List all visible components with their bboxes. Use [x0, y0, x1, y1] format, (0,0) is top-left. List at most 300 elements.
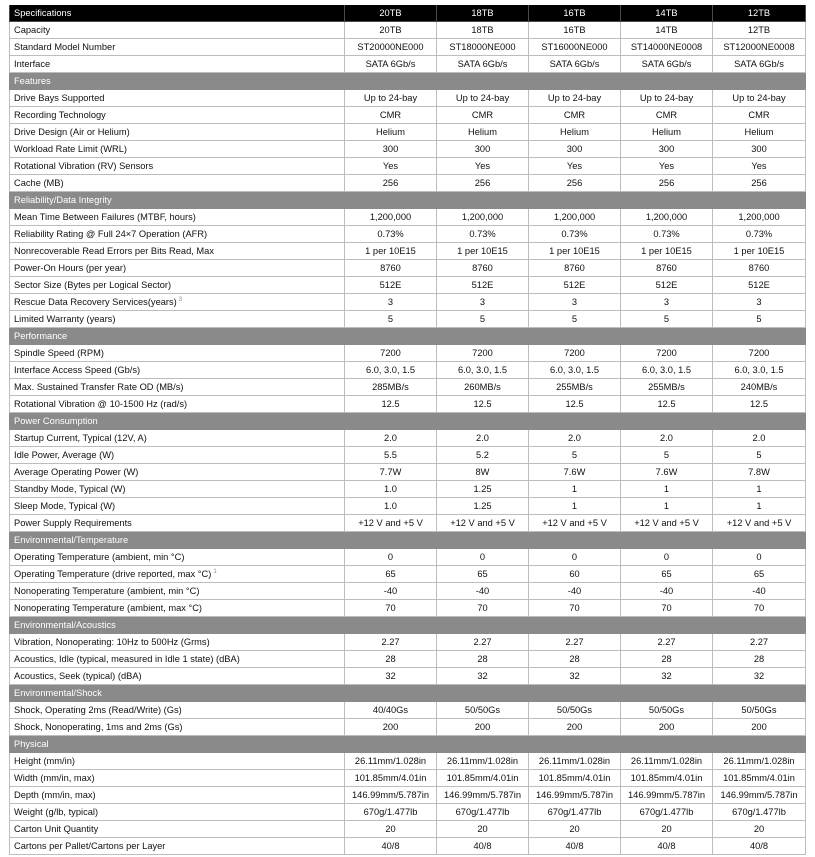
value-cell: ST12000NE0008 — [713, 39, 806, 56]
value-cell: Helium — [529, 124, 621, 141]
value-cell: 12.5 — [345, 396, 437, 413]
row-label: Acoustics, Seek (typical) (dBA) — [14, 671, 142, 681]
value-cell: Yes — [713, 158, 806, 175]
table-row — [10, 498, 806, 515]
value-cell: 8760 — [345, 260, 437, 277]
value-cell: 12.5 — [621, 396, 713, 413]
value-cell: 20 — [437, 821, 529, 838]
table-row — [10, 821, 806, 838]
value-cell: 8760 — [529, 260, 621, 277]
value-cell: 1 — [529, 481, 621, 498]
value-cell: CMR — [713, 107, 806, 124]
value-cell: Up to 24-bay — [345, 90, 437, 107]
section-title: Environmental/Acoustics — [10, 617, 806, 634]
section-title: Performance — [10, 328, 806, 345]
value-cell: 240MB/s — [713, 379, 806, 396]
value-cell: SATA 6Gb/s — [437, 56, 529, 73]
value-cell: 20 — [529, 821, 621, 838]
value-cell: 1.25 — [437, 498, 529, 515]
value-cell: 0 — [529, 549, 621, 566]
value-cell: 6.0, 3.0, 1.5 — [713, 362, 806, 379]
row-label: Nonoperating Temperature (ambient, max °C) — [14, 603, 203, 613]
section-header-row — [10, 685, 806, 702]
value-cell: 3 — [345, 294, 437, 311]
value-cell: 18TB — [437, 22, 529, 39]
value-cell: 5 — [621, 311, 713, 328]
value-cell: 256 — [529, 175, 621, 192]
value-cell: 1 — [529, 498, 621, 515]
value-cell: 1 per 10E15 — [621, 243, 713, 260]
value-cell: 285MB/s — [345, 379, 437, 396]
value-cell: 1 per 10E15 — [529, 243, 621, 260]
value-cell: 256 — [437, 175, 529, 192]
value-cell: 5.2 — [437, 447, 529, 464]
row-label: Spindle Speed (RPM) — [14, 348, 104, 358]
row-label: Standard Model Number — [14, 42, 116, 52]
value-cell: 2.27 — [529, 634, 621, 651]
value-cell: 2.27 — [345, 634, 437, 651]
value-cell: Helium — [437, 124, 529, 141]
row-label-cell — [10, 600, 345, 617]
value-cell: 70 — [529, 600, 621, 617]
table-row — [10, 260, 806, 277]
row-label-cell — [10, 583, 345, 600]
row-label: Power-On Hours (per year) — [14, 263, 127, 273]
table-row — [10, 549, 806, 566]
row-label-cell — [10, 243, 345, 260]
value-cell: 14TB — [621, 22, 713, 39]
value-cell: 512E — [437, 277, 529, 294]
value-cell: 146.99mm/5.787in — [345, 787, 437, 804]
value-cell: 7200 — [621, 345, 713, 362]
value-cell: 200 — [713, 719, 806, 736]
row-label: Rotational Vibration (RV) Sensors — [14, 161, 154, 171]
section-header-row — [10, 73, 806, 90]
row-label-cell — [10, 430, 345, 447]
table-row — [10, 719, 806, 736]
table-row — [10, 243, 806, 260]
value-cell: CMR — [345, 107, 437, 124]
value-cell: 12TB — [713, 22, 806, 39]
value-cell: ST20000NE000 — [345, 39, 437, 56]
value-cell: 70 — [713, 600, 806, 617]
row-label-cell — [10, 838, 345, 855]
value-cell: CMR — [529, 107, 621, 124]
row-label-cell — [10, 90, 345, 107]
row-label: Cartons per Pallet/Cartons per Layer — [14, 841, 166, 851]
value-cell: CMR — [437, 107, 529, 124]
table-row — [10, 226, 806, 243]
value-cell: 60 — [529, 566, 621, 583]
table-row — [10, 56, 806, 73]
value-cell: 28 — [345, 651, 437, 668]
value-cell: 3 — [713, 294, 806, 311]
row-label: Width (mm/in, max) — [14, 773, 95, 783]
value-cell: 2.0 — [437, 430, 529, 447]
value-cell: 2.0 — [621, 430, 713, 447]
value-cell: 2.27 — [437, 634, 529, 651]
value-cell: +12 V and +5 V — [437, 515, 529, 532]
value-cell: Yes — [345, 158, 437, 175]
value-cell: 670g/1.477lb — [437, 804, 529, 821]
value-cell: 1,200,000 — [713, 209, 806, 226]
value-cell: 3 — [621, 294, 713, 311]
header-label: Specifications — [10, 5, 345, 22]
row-label: Weight (g/lb, typical) — [14, 807, 99, 817]
row-label-cell — [10, 464, 345, 481]
row-label: Drive Bays Supported — [14, 93, 105, 103]
value-cell: 1 per 10E15 — [437, 243, 529, 260]
header-capacity-20tb: 20TB — [345, 5, 437, 22]
value-cell: 7.6W — [529, 464, 621, 481]
value-cell: +12 V and +5 V — [713, 515, 806, 532]
table-row — [10, 464, 806, 481]
value-cell: 670g/1.477lb — [713, 804, 806, 821]
value-cell: 8760 — [713, 260, 806, 277]
value-cell: 101.85mm/4.01in — [713, 770, 806, 787]
value-cell: 50/50Gs — [621, 702, 713, 719]
row-label: Startup Current, Typical (12V, A) — [14, 433, 147, 443]
value-cell: 32 — [621, 668, 713, 685]
row-label-cell — [10, 787, 345, 804]
section-header-row — [10, 413, 806, 430]
row-label: Drive Design (Air or Helium) — [14, 127, 130, 137]
value-cell: 1 — [621, 481, 713, 498]
value-cell: 32 — [713, 668, 806, 685]
value-cell: 300 — [437, 141, 529, 158]
value-cell: 255MB/s — [529, 379, 621, 396]
section-title: Environmental/Shock — [10, 685, 806, 702]
table-row — [10, 838, 806, 855]
value-cell: ST14000NE0008 — [621, 39, 713, 56]
row-label-cell — [10, 447, 345, 464]
value-cell: 70 — [437, 600, 529, 617]
row-label: Shock, Operating 2ms (Read/Write) (Gs) — [14, 705, 182, 715]
value-cell: 255MB/s — [621, 379, 713, 396]
value-cell: 26.11mm/1.028in — [713, 753, 806, 770]
value-cell: SATA 6Gb/s — [621, 56, 713, 73]
value-cell: 512E — [713, 277, 806, 294]
value-cell: 0.73% — [437, 226, 529, 243]
value-cell: 5.5 — [345, 447, 437, 464]
section-header-row — [10, 617, 806, 634]
value-cell: 7.6W — [621, 464, 713, 481]
value-cell: 20 — [345, 821, 437, 838]
value-cell: 256 — [345, 175, 437, 192]
value-cell: SATA 6Gb/s — [713, 56, 806, 73]
value-cell: 5 — [437, 311, 529, 328]
table-row — [10, 311, 806, 328]
header-capacity-16tb: 16TB — [529, 5, 621, 22]
row-label-cell — [10, 345, 345, 362]
value-cell: 26.11mm/1.028in — [437, 753, 529, 770]
row-label: Shock, Nonoperating, 1ms and 2ms (Gs) — [14, 722, 183, 732]
value-cell: 1.0 — [345, 481, 437, 498]
value-cell: Yes — [529, 158, 621, 175]
value-cell: 65 — [713, 566, 806, 583]
value-cell: 1,200,000 — [345, 209, 437, 226]
value-cell: 146.99mm/5.787in — [621, 787, 713, 804]
row-label-cell — [10, 481, 345, 498]
row-label: Power Supply Requirements — [14, 518, 132, 528]
value-cell: 200 — [529, 719, 621, 736]
section-title: Physical — [10, 736, 806, 753]
value-cell: 2.0 — [713, 430, 806, 447]
row-label: Operating Temperature (ambient, min °C) — [14, 552, 185, 562]
header-capacity-14tb: 14TB — [621, 5, 713, 22]
row-label: Rescue Data Recovery Services(years) — [14, 297, 177, 307]
value-cell: Up to 24-bay — [621, 90, 713, 107]
value-cell: 2.27 — [621, 634, 713, 651]
value-cell: 28 — [437, 651, 529, 668]
row-label-cell — [10, 107, 345, 124]
value-cell: 256 — [621, 175, 713, 192]
value-cell: 1.0 — [345, 498, 437, 515]
row-label-cell — [10, 294, 345, 311]
value-cell: 300 — [621, 141, 713, 158]
value-cell: 3 — [529, 294, 621, 311]
value-cell: 300 — [345, 141, 437, 158]
value-cell: 50/50Gs — [713, 702, 806, 719]
value-cell: 12.5 — [713, 396, 806, 413]
row-label: Workload Rate Limit (WRL) — [14, 144, 127, 154]
value-cell: 70 — [345, 600, 437, 617]
value-cell: SATA 6Gb/s — [529, 56, 621, 73]
value-cell: 2.0 — [345, 430, 437, 447]
row-label-cell — [10, 515, 345, 532]
table-row — [10, 379, 806, 396]
value-cell: 40/40Gs — [345, 702, 437, 719]
row-label-cell — [10, 634, 345, 651]
table-row — [10, 634, 806, 651]
row-label: Interface — [14, 59, 51, 69]
value-cell: 200 — [345, 719, 437, 736]
value-cell: 8760 — [621, 260, 713, 277]
value-cell: ST18000NE000 — [437, 39, 529, 56]
value-cell: 0.73% — [529, 226, 621, 243]
value-cell: 70 — [621, 600, 713, 617]
table-row — [10, 175, 806, 192]
value-cell: 26.11mm/1.028in — [529, 753, 621, 770]
value-cell: 200 — [621, 719, 713, 736]
value-cell: 5 — [713, 447, 806, 464]
value-cell: 26.11mm/1.028in — [345, 753, 437, 770]
value-cell: 6.0, 3.0, 1.5 — [529, 362, 621, 379]
table-row — [10, 702, 806, 719]
row-label: Idle Power, Average (W) — [14, 450, 115, 460]
table-row — [10, 447, 806, 464]
table-row — [10, 787, 806, 804]
table-row — [10, 158, 806, 175]
value-cell: 1 — [713, 481, 806, 498]
value-cell: 5 — [345, 311, 437, 328]
row-label: Recording Technology — [14, 110, 106, 120]
value-cell: 512E — [345, 277, 437, 294]
table-row — [10, 515, 806, 532]
value-cell: Up to 24-bay — [529, 90, 621, 107]
table-row — [10, 583, 806, 600]
table-row — [10, 566, 806, 583]
row-label: Max. Sustained Transfer Rate OD (MB/s) — [14, 382, 184, 392]
value-cell: Up to 24-bay — [713, 90, 806, 107]
value-cell: 0 — [345, 549, 437, 566]
value-cell: 28 — [529, 651, 621, 668]
value-cell: 40/8 — [529, 838, 621, 855]
row-label-cell — [10, 651, 345, 668]
value-cell: 12.5 — [529, 396, 621, 413]
value-cell: 1,200,000 — [621, 209, 713, 226]
value-cell: 65 — [621, 566, 713, 583]
value-cell: Helium — [713, 124, 806, 141]
value-cell: 7200 — [529, 345, 621, 362]
row-label: Depth (mm/in, max) — [14, 790, 96, 800]
value-cell: 50/50Gs — [529, 702, 621, 719]
section-title: Power Consumption — [10, 413, 806, 430]
value-cell: 5 — [621, 447, 713, 464]
table-row — [10, 277, 806, 294]
table-row — [10, 481, 806, 498]
value-cell: 6.0, 3.0, 1.5 — [437, 362, 529, 379]
value-cell: 6.0, 3.0, 1.5 — [621, 362, 713, 379]
value-cell: 26.11mm/1.028in — [621, 753, 713, 770]
value-cell: 0 — [713, 549, 806, 566]
value-cell: 5 — [529, 311, 621, 328]
value-cell: 12.5 — [437, 396, 529, 413]
value-cell: -40 — [529, 583, 621, 600]
value-cell: Up to 24-bay — [437, 90, 529, 107]
section-header-row — [10, 192, 806, 209]
row-label-cell — [10, 719, 345, 736]
value-cell: 20TB — [345, 22, 437, 39]
row-label-cell — [10, 209, 345, 226]
row-label: Operating Temperature (drive reported, max °C) — [14, 569, 212, 579]
row-label: Height (mm/in) — [14, 756, 75, 766]
value-cell: 5 — [713, 311, 806, 328]
row-label-cell — [10, 668, 345, 685]
value-cell: +12 V and +5 V — [345, 515, 437, 532]
row-label: Capacity — [14, 25, 51, 35]
table-row — [10, 345, 806, 362]
row-label-cell — [10, 226, 345, 243]
value-cell: 101.85mm/4.01in — [345, 770, 437, 787]
value-cell: 0.73% — [345, 226, 437, 243]
table-row — [10, 804, 806, 821]
row-label-cell — [10, 39, 345, 56]
value-cell: 5 — [529, 447, 621, 464]
row-label-cell — [10, 311, 345, 328]
value-cell: 40/8 — [621, 838, 713, 855]
value-cell: Helium — [621, 124, 713, 141]
row-label: Average Operating Power (W) — [14, 467, 139, 477]
value-cell: ST16000NE000 — [529, 39, 621, 56]
value-cell: 0 — [437, 549, 529, 566]
row-label-cell — [10, 56, 345, 73]
table-row — [10, 362, 806, 379]
specifications-table — [9, 5, 806, 855]
value-cell: 1,200,000 — [437, 209, 529, 226]
value-cell: 20 — [621, 821, 713, 838]
value-cell: Yes — [437, 158, 529, 175]
row-label: Sleep Mode, Typical (W) — [14, 501, 116, 511]
value-cell: 7.8W — [713, 464, 806, 481]
value-cell: 1 per 10E15 — [345, 243, 437, 260]
value-cell: 0.73% — [713, 226, 806, 243]
value-cell: 65 — [437, 566, 529, 583]
row-label-cell — [10, 549, 345, 566]
value-cell: 28 — [621, 651, 713, 668]
value-cell: -40 — [713, 583, 806, 600]
row-label: Carton Unit Quantity — [14, 824, 99, 834]
value-cell: -40 — [621, 583, 713, 600]
value-cell: 1 per 10E15 — [713, 243, 806, 260]
row-label-cell — [10, 175, 345, 192]
footnote-marker: 3 — [178, 296, 183, 303]
row-label: Sector Size (Bytes per Logical Sector) — [14, 280, 172, 290]
value-cell: 0.73% — [621, 226, 713, 243]
value-cell: 512E — [529, 277, 621, 294]
value-cell: 670g/1.477lb — [529, 804, 621, 821]
value-cell: 146.99mm/5.787in — [713, 787, 806, 804]
row-label-cell — [10, 753, 345, 770]
row-label: Standby Mode, Typical (W) — [14, 484, 126, 494]
section-title: Reliability/Data Integrity — [10, 192, 806, 209]
value-cell: 16TB — [529, 22, 621, 39]
table-row — [10, 600, 806, 617]
value-cell: 7200 — [713, 345, 806, 362]
row-label: Nonoperating Temperature (ambient, min °C) — [14, 586, 200, 596]
value-cell: 670g/1.477lb — [345, 804, 437, 821]
row-label-cell — [10, 158, 345, 175]
value-cell: 1 — [713, 498, 806, 515]
header-capacity-12tb: 12TB — [713, 5, 806, 22]
table-row — [10, 39, 806, 56]
value-cell: 146.99mm/5.787in — [437, 787, 529, 804]
section-header-row — [10, 328, 806, 345]
table-row — [10, 294, 806, 311]
row-label-cell — [10, 124, 345, 141]
row-label: Cache (MB) — [14, 178, 64, 188]
value-cell: 50/50Gs — [437, 702, 529, 719]
value-cell: 32 — [437, 668, 529, 685]
value-cell: 28 — [713, 651, 806, 668]
table-row — [10, 430, 806, 447]
value-cell: 256 — [713, 175, 806, 192]
value-cell: 32 — [529, 668, 621, 685]
table-row — [10, 396, 806, 413]
value-cell: 0 — [621, 549, 713, 566]
row-label: Rotational Vibration @ 10-1500 Hz (rad/s) — [14, 399, 188, 409]
row-label-cell — [10, 396, 345, 413]
value-cell: 65 — [345, 566, 437, 583]
value-cell: 7.7W — [345, 464, 437, 481]
value-cell: 8W — [437, 464, 529, 481]
row-label: Acoustics, Idle (typical, measured in Idle 1 state) (dBA) — [14, 654, 240, 664]
row-label-cell — [10, 362, 345, 379]
value-cell: 7200 — [437, 345, 529, 362]
value-cell: 8760 — [437, 260, 529, 277]
table-row — [10, 124, 806, 141]
value-cell: SATA 6Gb/s — [345, 56, 437, 73]
row-label-cell — [10, 498, 345, 515]
value-cell: 300 — [713, 141, 806, 158]
section-title: Environmental/Temperature — [10, 532, 806, 549]
value-cell: 3 — [437, 294, 529, 311]
row-label: Vibration, Nonoperating: 10Hz to 500Hz (Grms) — [14, 637, 210, 647]
value-cell: Yes — [621, 158, 713, 175]
value-cell: 260MB/s — [437, 379, 529, 396]
value-cell: 512E — [621, 277, 713, 294]
table-row — [10, 22, 806, 39]
